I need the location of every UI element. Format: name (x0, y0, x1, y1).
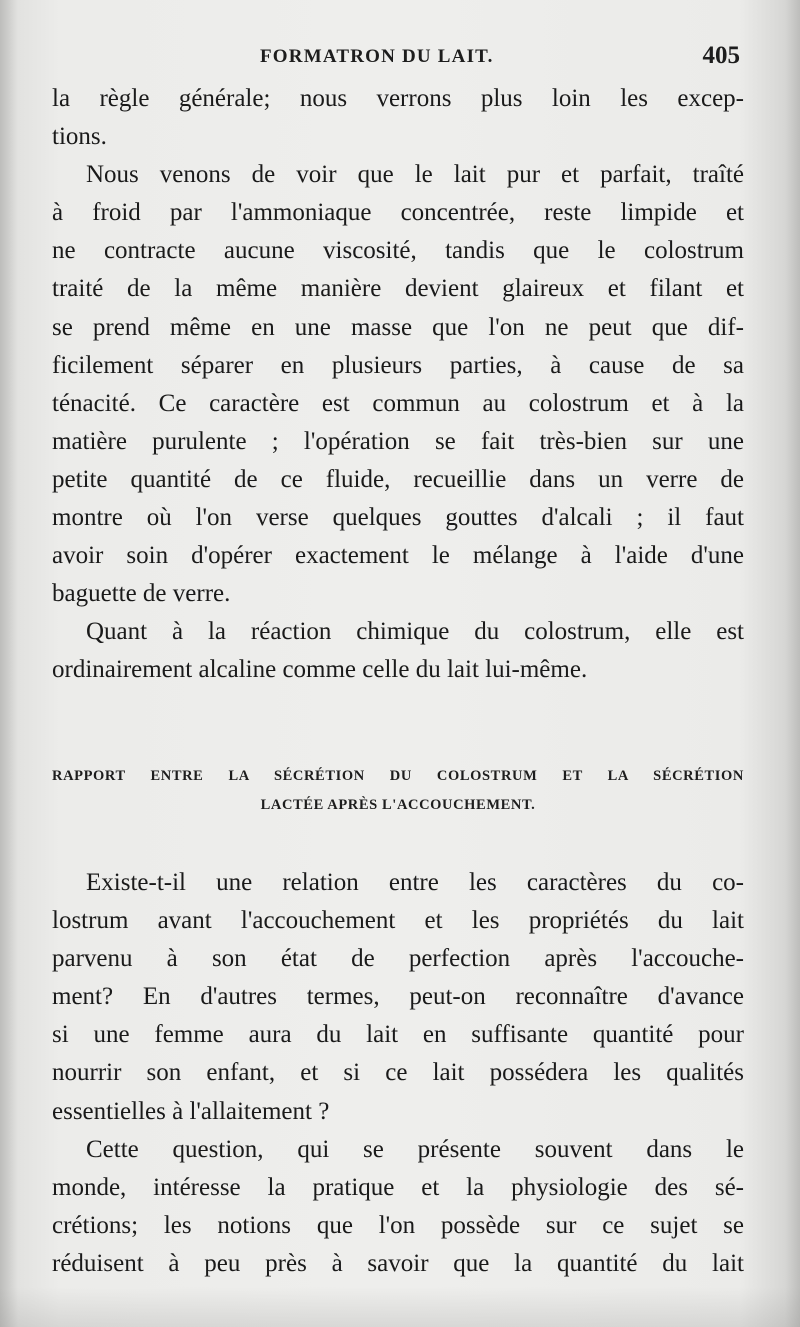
text-line: la règle générale; nous verrons plus loin les excep- (52, 85, 744, 112)
text-line: se prend même en une masse que l'on ne peut que dif- (52, 313, 744, 341)
text-line: matière purulente ; l'opération se fait très-bien sur une (52, 427, 744, 455)
text-line: crétions; les notions que l'on possède sur ce sujet se (52, 1211, 744, 1239)
text-line: ordinairement alcaline comme celle du lait lui-même. (52, 656, 588, 684)
text-line: Quant à la réaction chimique du colostrum, elle est (86, 618, 744, 646)
text-line: avoir soin d'opérer exactement le mélange à l'aide d'une (52, 542, 744, 570)
page-number: 405 (702, 42, 740, 69)
text-line: ne contracte aucune viscosité, tandis que le colostrum (52, 237, 744, 265)
body-text-bottom (52, 864, 744, 1283)
text-line: monde, intéresse la pratique et la physiologie des sé- (52, 1173, 744, 1201)
text-line: ficilement séparer en plusieurs parties, à cause de sa (52, 351, 744, 379)
text-line: Cette question, qui se présente souvent dans le (86, 1135, 744, 1163)
text-line: à froid par l'ammoniaque concentrée, reste limpide et (52, 199, 744, 227)
text-line: si une femme aura du lait en suffisante quantité pour (52, 1021, 744, 1049)
running-title: FORMATRON DU LAIT. (260, 46, 494, 67)
text-line: essentielles à l'allaitement ? (52, 1097, 330, 1125)
text-line: montre où l'on verse quelques gouttes d'alcali ; il faut (52, 504, 744, 532)
section-heading-line: RAPPORT ENTRE LA SÉCRÉTION DU COLOSTRUM ET LA SÉCRÉTION (52, 768, 744, 784)
text-line: réduisent à peu près à savoir que la quantité du lait (52, 1249, 744, 1277)
text-line: lostrum avant l'accouchement et les propriétés du lait (52, 907, 744, 935)
text-line: traité de la même manière devient glaireux et filant et (52, 275, 744, 303)
body-text-top (52, 80, 744, 690)
section-heading (52, 762, 744, 820)
text-line: nourrir son enfant, et si ce lait possédera les qualités (52, 1059, 744, 1087)
text-line: Existe-t-il une relation entre les caractères du co- (86, 869, 744, 896)
text-line: parvenu à son état de perfection après l'accouche- (52, 945, 744, 973)
section-heading-line: LACTÉE APRÈS L'ACCOUCHEMENT. (260, 797, 536, 813)
text-line: Nous venons de voir que le lait pur et parfait, traîté (86, 161, 744, 189)
text-line: baguette de verre. (52, 580, 231, 608)
text-line: petite quantité de ce fluide, recueillie dans un verre de (52, 465, 744, 493)
text-line: ment? En d'autres termes, peut-on reconnaître d'avance (52, 983, 744, 1011)
running-head (52, 42, 742, 76)
text-line: tions. (52, 123, 107, 151)
text-line: ténacité. Ce caractère est commun au colostrum et à la (52, 389, 744, 417)
